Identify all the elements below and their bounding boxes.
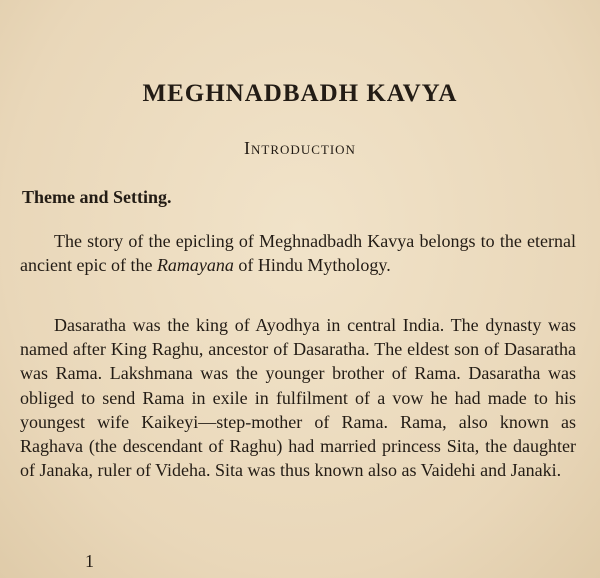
page-number: 1 [85,551,94,571]
paragraph-1-text [20,229,576,277]
chapter-subtitle-text: Introduction [244,138,356,158]
paragraph-1-italic: Ramayana [156,255,234,276]
section-heading: Theme and Setting. [22,187,172,207]
paragraph-2 [20,313,576,482]
page-title: MEGHNADBADH KAVYA [142,80,458,107]
paragraph-2-text: Dasaratha was the king of Ayodhya in central India. The dynasty was named after King Raghu, ancestor of Dasaratha. The eldest son of Dasaratha was Rama. Lakshmana was the younger brother of Rama. Dasaratha was obliged to send Rama in exile in fulfilment of a vow he had made to his youngest wife Kaikeyi—step-mother of Rama. Rama, also known as Raghava (the descendant of Raghu) had married princess Sita, the daughter of Janaka, ruler of Videha. Sita was thus known also as Vaidehi and Janaki. [20,315,576,481]
paragraph-1-after: of Hindu Mythology. [233,255,391,276]
paragraph-1 [20,229,576,277]
chapter-subtitle [0,138,600,159]
paragraph-1-before: The story of the epicling of Meghnadbadh Kavya belongs to the eternal ancient epic of the [20,231,576,276]
